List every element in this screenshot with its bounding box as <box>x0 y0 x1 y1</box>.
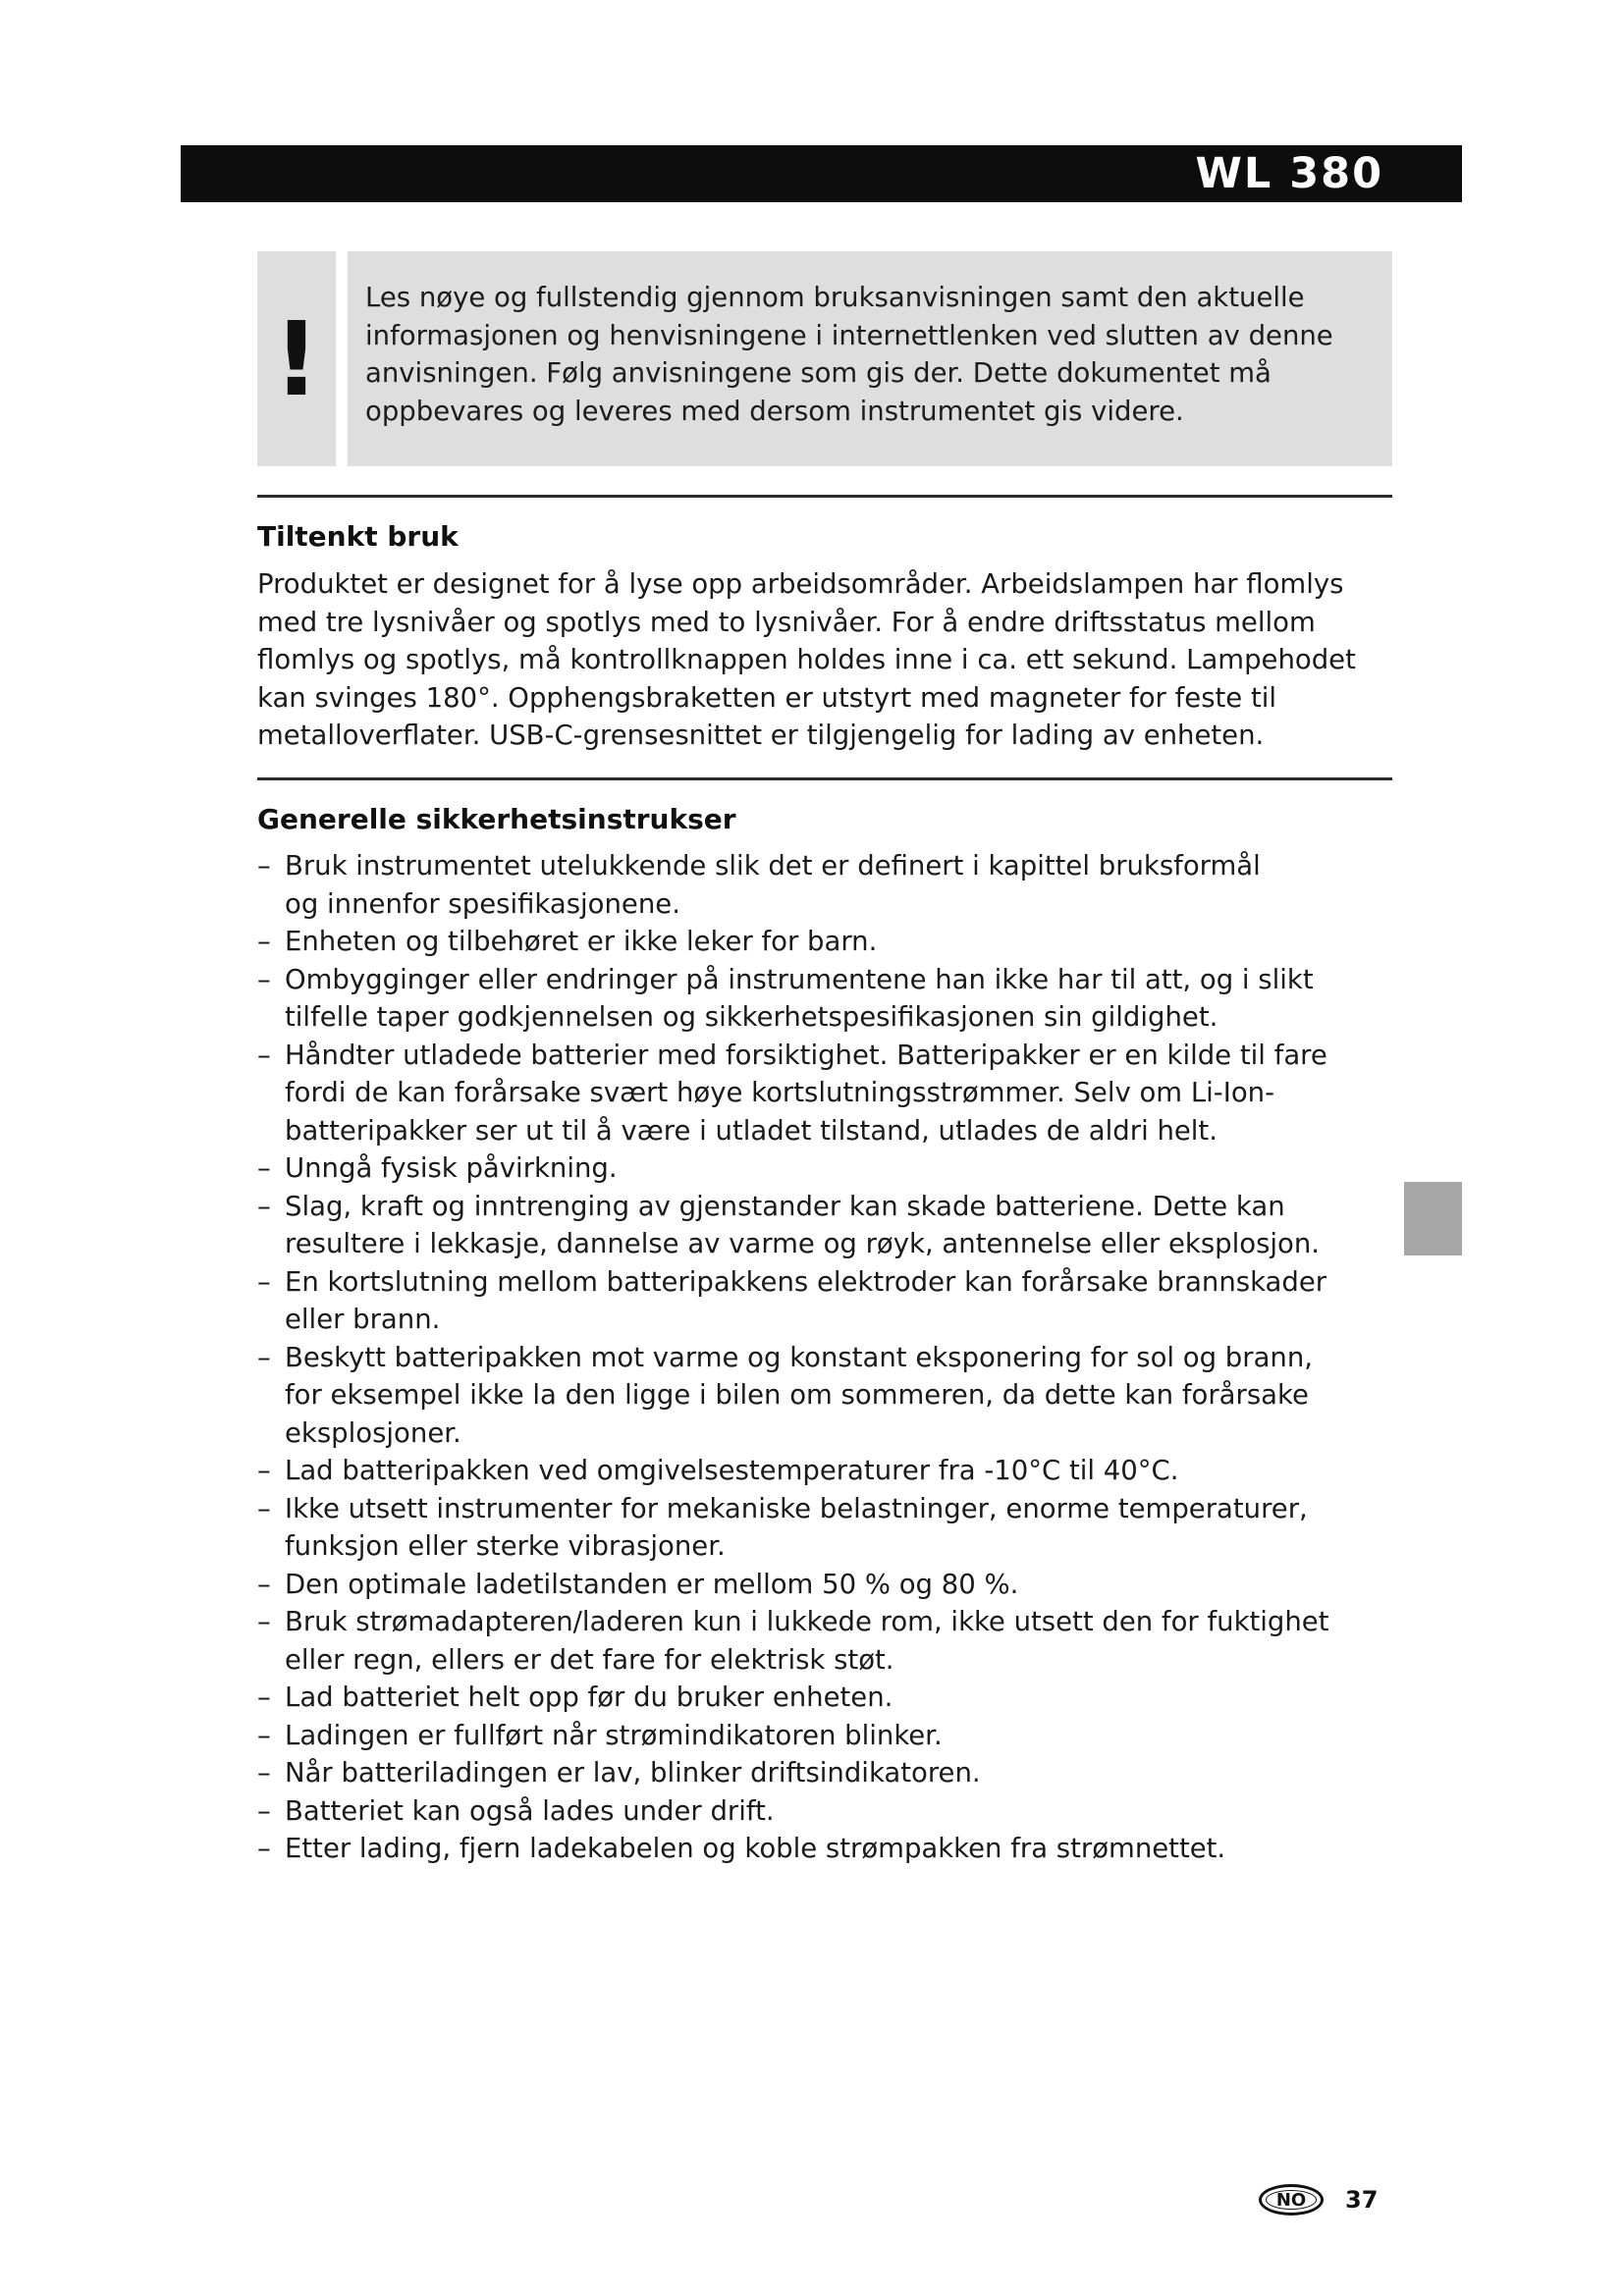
list-item: – Enheten og tilbehøret er ikke leker for barn. <box>257 926 878 957</box>
safety-list <box>257 847 1386 1868</box>
divider <box>257 495 1392 498</box>
notice-line: Les nøye og fullstendig gjennom bruksanvisningen samt den aktuelle <box>365 282 1305 313</box>
intended-use-heading: Tiltenkt bruk <box>257 520 459 553</box>
intended-use-line: metalloverflater. USB-C-grensesnittet er tilgjengelig for lading av enheten. <box>257 720 1265 751</box>
safety-heading: Generelle sikkerhetsinstrukser <box>257 803 736 835</box>
list-item: – Batteriet kan også lades under drift. <box>257 1794 775 1827</box>
list-item: – Unngå fysisk påvirkning. <box>257 1152 618 1184</box>
notice-line: anvisningen. Følg anvisningene som gis der. Dette dokumentet må <box>365 357 1272 389</box>
list-item: – Ladingen er fullført når strømindikatoren blinker. <box>257 1719 943 1751</box>
intended-use-text <box>257 565 1377 755</box>
list-item: – Ikke utsett instrumenter for mekaniske belastninger, enorme temperaturer, funksjon eller sterke vibrasjoner. <box>257 1492 1308 1562</box>
list-item: – Lad batteriet helt opp før du bruker enheten. <box>257 1682 893 1713</box>
intended-use-line: med tre lysnivåer og spotlys med to lysnivåer. For å endre driftsstatus mellom <box>257 606 1316 638</box>
header-bar <box>181 145 1462 202</box>
page-footer <box>1259 2184 1378 2216</box>
notice-text <box>365 279 1367 430</box>
list-item: – Etter lading, fjern ladekabelen og koble strømpakken fra strømnettet. <box>257 1833 1226 1864</box>
list-item: – En kortslutning mellom batteripakkens elektroder kan forårsake brannskader eller brann. <box>257 1265 1327 1335</box>
language-badge: NO <box>1259 2184 1324 2216</box>
list-item: – Beskytt batteripakken mot varme og konstant eksponering for sol og brann, for eksempel ikke la den ligge i bilen om sommeren, da dette kan forårsake eksplosjoner. <box>257 1341 1314 1449</box>
intended-use-line: kan svinges 180°. Opphengsbraketten er utstyrt med magneter for feste til <box>257 681 1277 714</box>
intended-use-line: flomlys og spotlys, må kontrollknappen holdes inne i ca. ett sekund. Lampehodet <box>257 644 1356 675</box>
list-item: – Når batteriladingen er lav, blinker driftsindikatoren. <box>257 1757 981 1789</box>
notice-box <box>348 251 1392 466</box>
list-item: – Bruk instrumentet utelukkende slik det er definert i kapittel bruksformål og innenfor spesifikasjonene. <box>257 850 1261 920</box>
notice-line: oppbevares og leveres med dersom instrumentet gis videre. <box>365 395 1184 427</box>
notice-line: informasjonen og henvisningene i internettlenken ved slutten av denne <box>365 319 1333 351</box>
section-tab-marker <box>1404 1182 1462 1255</box>
list-item: – Slag, kraft og inntrenging av gjenstander kan skade batteriene. Dette kan resultere i lekkasje, dannelse av varme og røyk, antennelse eller eksplosjon. <box>257 1190 1321 1259</box>
intended-use-line: Produktet er designet for å lyse opp arbeidsområder. Arbeidslampen har flomlys <box>257 568 1344 600</box>
list-item: – Bruk strømadapteren/laderen kun i lukkede rom, ikke utsett den for fuktighet eller regn, ellers er det fare for elektrisk støt. <box>257 1606 1329 1676</box>
list-item: – Lad batteripakken ved omgivelsestemperaturer fra -10°C til 40°C. <box>257 1455 1179 1486</box>
list-item: – Håndter utladede batterier med forsiktighet. Batteripakker er en kilde til fare fordi de kan forårsake svært høye kortslutningsstrømmer. Selv om Li-Ion- batteripakker ser ut til å være i utladet tilstand, utlades de aldri helt. <box>257 1039 1327 1147</box>
exclamation-icon: ! <box>273 298 320 419</box>
divider <box>257 777 1392 780</box>
list-item: – Den optimale ladetilstanden er mellom 50 % og 80 %. <box>257 1568 1019 1600</box>
page-number: 37 <box>1345 2186 1379 2214</box>
model-title: WL 380 <box>1195 149 1383 198</box>
list-item: – Ombygginger eller endringer på instrumentene han ikke har til att, og i slikt tilfelle taper godkjennelsen og sikkerhetspesifikasjonen sin gildighet. <box>257 963 1314 1033</box>
notice-icon-box <box>257 251 336 466</box>
